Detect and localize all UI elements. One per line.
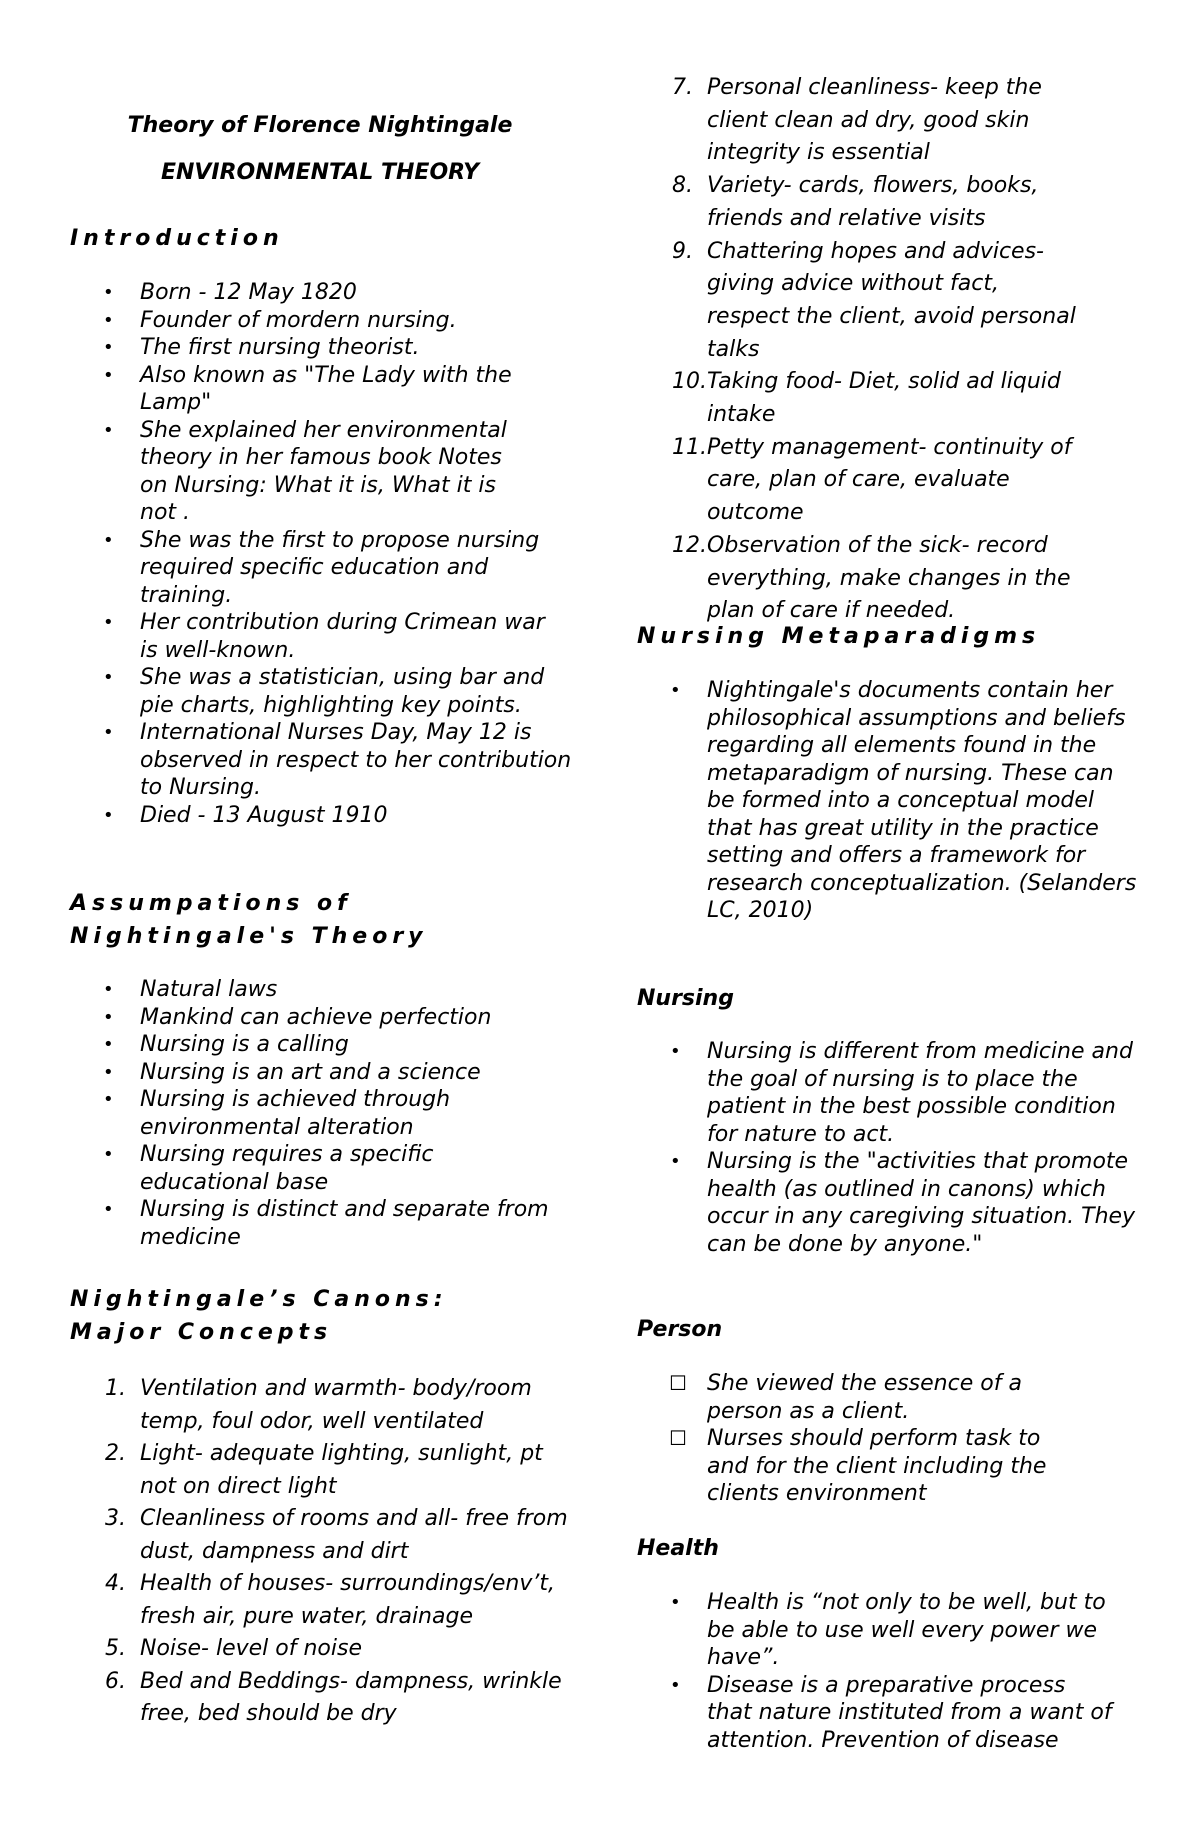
- list-item: [70, 1503, 570, 1568]
- list-item: [637, 432, 1087, 530]
- list-text: Petty management- continuity of care, plan of care, evaluate outcome: [707, 434, 1072, 526]
- list-item: [70, 1568, 570, 1633]
- list-item: • She was the first to propose nursing required specific education and training.: [70, 527, 580, 610]
- person-heading: Person: [637, 1317, 723, 1342]
- list-number: 4.: [105, 1571, 126, 1596]
- list-text: Cleanliness of rooms and all- free from dust, dampness and dirt: [140, 1506, 568, 1564]
- list-item: • Nursing is the "activities that promote health (as outlined in canons) which occur in any caregiving situation. They can be done by anyone.": [637, 1148, 1137, 1258]
- list-item: • Health is “not only to be well, but to be able to use well every power we have”.: [637, 1589, 1117, 1672]
- document-title: Theory of Florence Nightingale: [127, 113, 513, 138]
- list-item: • Nursing requires a specific educational base: [70, 1141, 500, 1196]
- list-item: • Disease is a preparative process that nature instituted from a want of attention. Prevention of disease: [637, 1672, 1117, 1755]
- assumptions-heading-line1: Assumpations of: [70, 891, 352, 916]
- canons-heading-line2: Major Concepts: [70, 1320, 333, 1345]
- canons-heading: [70, 1283, 448, 1349]
- list-item: [637, 366, 1087, 431]
- list-number: 9.: [672, 238, 693, 264]
- list-item: • Natural laws: [70, 976, 570, 1004]
- list-text: Noise- level of noise: [140, 1636, 362, 1661]
- health-list: [637, 1589, 1117, 1754]
- introduction-heading: Introduction: [70, 226, 284, 251]
- person-list: [637, 1370, 1087, 1508]
- assumptions-list: [70, 976, 570, 1251]
- list-item: • The first nursing theorist.: [70, 334, 570, 362]
- list-number: 1.: [105, 1376, 126, 1401]
- list-item: ☐ She viewed the essence of a person as a client.: [637, 1370, 1087, 1425]
- list-item: • International Nurses Day, May 12 is observed in respect to her contribution to Nursing.: [70, 719, 580, 802]
- list-number: 7.: [672, 75, 693, 100]
- list-text: Ventilation and warmth- body/room temp, foul odor, well ventilated: [140, 1376, 532, 1434]
- nursing-list: [637, 1038, 1137, 1258]
- list-item: • Nursing is different from medicine and the goal of nursing is to place the patient in the best possible condition for nature to act.: [637, 1038, 1137, 1148]
- list-item: • Nursing is achieved through environmental alteration: [70, 1086, 500, 1141]
- assumptions-heading-line2: Nightingale's Theory: [70, 924, 428, 949]
- list-number: 12.: [672, 532, 707, 558]
- canons-heading-line1: Nightingale’s Canons:: [70, 1287, 448, 1312]
- assumptions-heading: [70, 887, 428, 953]
- metaparadigms-list: [637, 677, 1142, 925]
- list-text: Light- adequate lighting, sunlight, pt not on direct light: [140, 1441, 543, 1499]
- list-item: [70, 1666, 570, 1731]
- list-number: 8.: [672, 173, 693, 199]
- list-text: Variety- cards, flowers, books, friends and relative visits: [707, 173, 1039, 231]
- list-item: [70, 1633, 570, 1666]
- list-item: • Mankind can achieve perfection: [70, 1004, 570, 1032]
- list-item: [637, 170, 1087, 235]
- list-item: ☐ Nurses should perform task to and for the client including the clients environment: [637, 1425, 1087, 1508]
- list-text: Personal cleanliness- keep the client clean ad dry, good skin integrity is essential: [707, 75, 1042, 166]
- list-item: [637, 530, 1087, 628]
- list-number: 2.: [105, 1441, 126, 1466]
- list-item: [637, 72, 1087, 170]
- health-heading: Health: [637, 1536, 719, 1561]
- list-number: 11.: [672, 434, 707, 460]
- list-text: Health of houses- surroundings/env’t, fresh air, pure water, drainage: [140, 1571, 555, 1629]
- list-item: [637, 236, 1087, 367]
- list-item: • Born - 12 May 1820: [70, 279, 570, 307]
- list-text: Taking food- Diet, solid ad liquid intake: [707, 369, 1061, 428]
- list-item: • Her contribution during Crimean war is well-known.: [70, 609, 550, 664]
- canons-list-continued: [637, 72, 1117, 628]
- list-item: [70, 1438, 570, 1503]
- metaparadigms-heading: Nursing Metaparadigms: [637, 624, 1041, 649]
- document-subtitle: ENVIRONMENTAL THEORY: [160, 160, 480, 185]
- list-text: Chattering hopes and advices- giving advice without fact, respect the client, avoid personal talks: [707, 238, 1076, 362]
- list-item: [70, 1373, 570, 1438]
- list-item: • Nursing is an art and a science: [70, 1059, 570, 1087]
- list-item: • Died - 13 August 1910: [70, 802, 570, 830]
- list-text: Bed and Beddings- dampness, wrinkle free, bed should be dry: [140, 1668, 562, 1726]
- list-number: 6.: [105, 1668, 126, 1694]
- list-item: • Nursing is distinct and separate from medicine: [70, 1196, 560, 1251]
- list-item: • Nightingale's documents contain her philosophical assumptions and beliefs regarding all elements found in the metaparadigm of nursing. These can be formed into a conceptual model that has great utility in the practice setting and offers a framework for research conceptualization. (Selanders LC, 2010): [637, 677, 1142, 925]
- list-item: • Also known as "The Lady with the Lamp": [70, 362, 535, 417]
- list-item: • Nursing is a calling: [70, 1031, 570, 1059]
- list-item: • She was a statistician, using bar and pie charts, highlighting key points.: [70, 664, 550, 719]
- list-text: Observation of the sick- record everything, make changes in the plan of care if needed.: [707, 532, 1071, 624]
- canons-list: [70, 1373, 570, 1731]
- list-number: 3.: [105, 1506, 126, 1531]
- list-number: 10.: [672, 369, 707, 395]
- list-item: • She explained her environmental theory in her famous book Notes on Nursing: What it is, What it is not .: [70, 417, 535, 527]
- list-item: • Founder of mordern nursing.: [70, 307, 570, 335]
- list-number: 5.: [105, 1636, 126, 1661]
- nursing-heading: Nursing: [637, 986, 734, 1011]
- introduction-list: [70, 279, 570, 829]
